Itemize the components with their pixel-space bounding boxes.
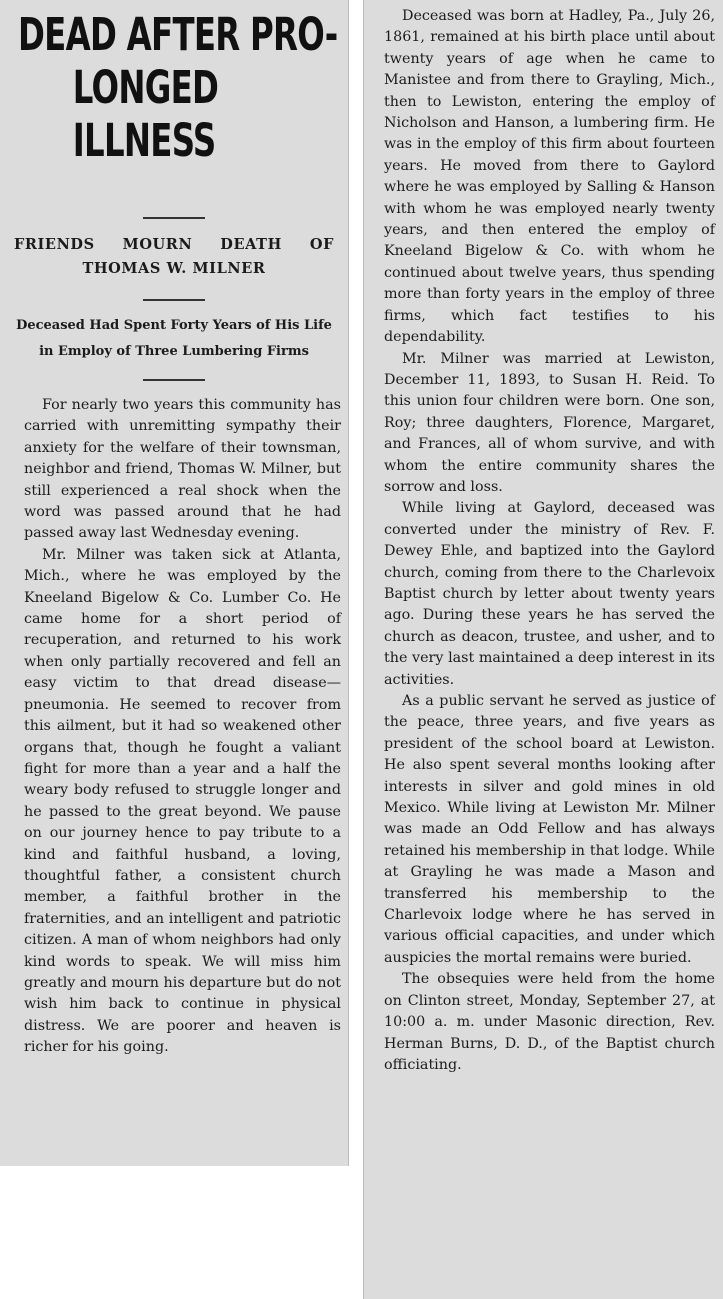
right-column (363, 0, 723, 1299)
headline-line-2: LONGED ILLNESS (72, 61, 219, 167)
paragraph: Mr. Milner was taken sick at Atlanta, Mich., where he was employed by the Kneeland Bigelow & Co. Lumber Co. He came home for a short period of recuperation, and returned to his work when only partially recovered and fell an easy victim to that dread disease—pneumonia. He seemed to recover from this ailment, but it had so weakened other organs that, though he fought a valiant fight for more than a year and a half the weary body refused to struggle longer and he passed to the great beyond. We pause on our journey hence to pay tribute to a kind and faithful husband, a loving, thoughtful father, a consistent church member, a faithful brother in the fraternities, and an intelligent and patriotic citizen. A man of whom neighbors had only kind words to speak. We will miss him greatly and mourn his departure but do not wish him back to continue in physical distress. We are poorer and heaven is richer for his going. (24, 546, 341, 1056)
headline (18, 8, 342, 167)
divider-rule (143, 299, 205, 301)
paragraph: For nearly two years this community has carried with unremitting sympathy their anxiety for the welfare of their townsman, neighbor and friend, Thomas W. Milner, but still experienced a real shock when the word was passed around that he had passed away last Wednesday evening. (24, 397, 341, 542)
left-column (0, 0, 349, 1166)
subheadline-line-2: THOMAS W. MILNER (82, 260, 266, 277)
paragraph: The obsequies were held from the home on Clinton street, Monday, September 27, at 10:00 a. m. under Masonic direction, Rev. Herman Burns, D. D., of the Baptist church officiating. (384, 971, 715, 1073)
paragraph: As a public servant he served as justice of the peace, three years, and five years as president of the school board at Lewiston. He also spent several months looking after interests in silver and gold mines in old Mexico. While living at Lewiston Mr. Milner was made an Odd Fellow and has always retained his membership in that lodge. While at Grayling he was made a Mason and transferred his membership to the Charlevoix lodge where he has served in various official capacities, and under which auspicies the mortal remains were buried. (384, 693, 715, 966)
subheadline-line-1: FRIENDS MOURN DEATH OF (14, 236, 334, 253)
paragraph: Deceased was born at Hadley, Pa., July 26, 1861, remained at his birth place until about twenty years of age when he came to Manistee and from there to Grayling, Mich., then to Lewiston, entering the employ of Nicholson and Hanson, a lumbering firm. He was in the employ of this firm about fourteen years. He moved from there to Gaylord where he was employed by Salling & Hanson with whom he was employed nearly twenty years, and then entered the employ of Kneeland Bigelow & Co. with whom he continued about twelve years, thus spending more than forty years in the employ of three firms, which fact testifies to his dependability. (384, 8, 715, 346)
divider-rule (143, 217, 205, 219)
subheadline (14, 233, 334, 281)
divider-rule (143, 379, 205, 381)
article-body-right (364, 0, 723, 1076)
paragraph: Mr. Milner was married at Lewiston, December 11, 1893, to Susan H. Reid. To this union four children were born. One son, Roy; three daughters, Florence, Margaret, and Frances, all of whom survive, and with whom the entire community shares the sorrow and loss. (384, 350, 715, 495)
paragraph: While living at Gaylord, deceased was converted under the ministry of Rev. F. Dewey Ehle, and baptized into the Gaylord church, coming from there to the Charlevoix Baptist church by letter about twenty years ago. During these years he has served the church as deacon, trustee, and usher, and to the very last maintained a deep interest in its activities. (384, 500, 715, 688)
deck-summary: Deceased Had Spent Forty Years of His Life in Employ of Three Lumbering Firms (16, 318, 332, 359)
article-body-left (0, 395, 348, 1059)
headline-line-1: DEAD AFTER PRO- (18, 8, 338, 61)
